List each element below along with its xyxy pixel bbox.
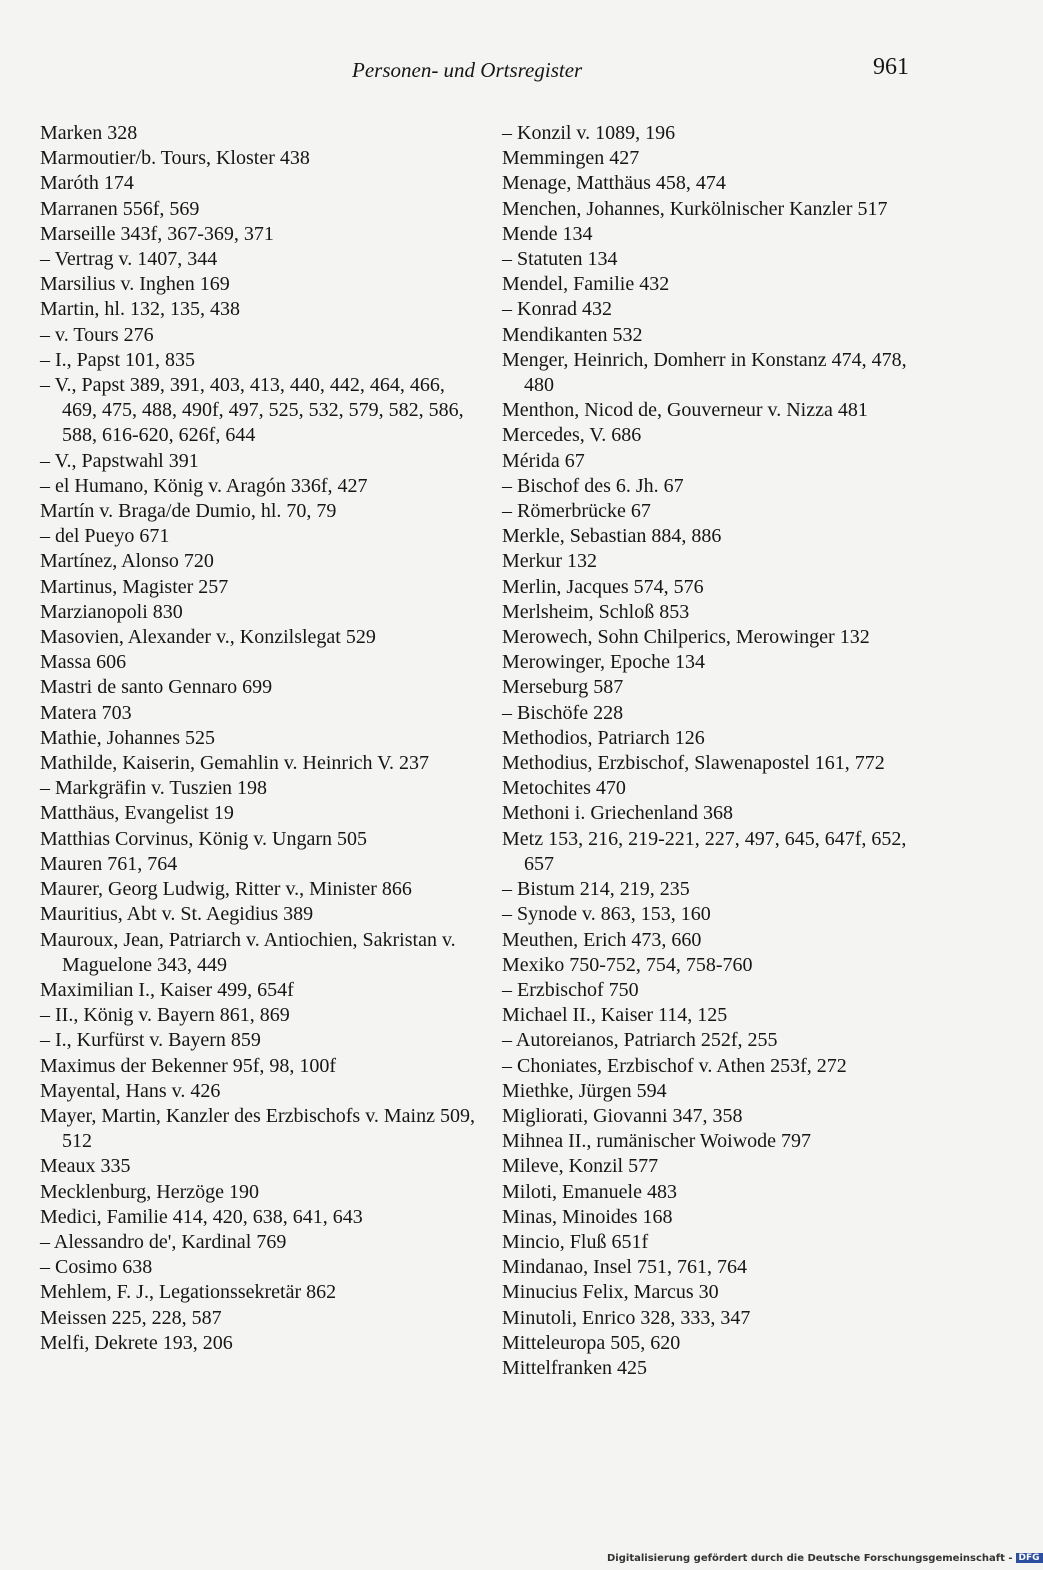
- index-entry: Mercedes, V. 686: [502, 424, 642, 447]
- footer-text: Digitalisierung gefördert durch die Deutsche Forschungsgemeinschaft -: [607, 1553, 1013, 1564]
- index-entry: Mayer, Martin, Kanzler des Erzbischofs v. Mainz 509, 512: [40, 1104, 475, 1153]
- index-entry: Methodios, Patriarch 126: [502, 726, 705, 749]
- index-entry: – Konzil v. 1089, 196: [502, 122, 676, 144]
- index-entry: Metz 153, 216, 219-221, 227, 497, 645, 647f, 652, 657: [502, 827, 907, 875]
- index-entry: – del Pueyo 671: [40, 525, 170, 548]
- index-entry: Matthias Corvinus, König v. Ungarn 505: [40, 827, 368, 850]
- index-entry: Medici, Familie 414, 420, 638, 641, 643: [40, 1205, 363, 1228]
- index-entry: Mihnea II., rumänischer Woiwode 797: [502, 1130, 812, 1153]
- index-entry: Marken 328: [40, 122, 138, 144]
- index-entry: – Autoreianos, Patriarch 252f, 255: [502, 1029, 778, 1052]
- index-entry: – Choniates, Erzbischof v. Athen 253f, 272: [502, 1054, 847, 1077]
- index-entry: Miloti, Emanuele 483: [502, 1180, 677, 1203]
- index-entry: Maximilian I., Kaiser 499, 654f: [40, 978, 294, 1001]
- index-entry: Meaux 335: [40, 1155, 131, 1178]
- index-entry: Mittelfranken 425: [502, 1356, 647, 1379]
- index-entry: – Bischof des 6. Jh. 67: [502, 474, 684, 497]
- index-entry: Merkur 132: [502, 550, 597, 573]
- index-entry: Matera 703: [40, 701, 132, 724]
- index-entry: – II., König v. Bayern 861, 869: [40, 1004, 290, 1027]
- index-entry: Merkle, Sebastian 884, 886: [502, 525, 722, 548]
- index-entry: – Cosimo 638: [40, 1256, 153, 1279]
- index-entry: Menage, Matthäus 458, 474: [502, 172, 726, 195]
- index-entry: Migliorati, Giovanni 347, 358: [502, 1104, 743, 1127]
- index-entry: Meuthen, Erich 473, 660: [502, 928, 702, 951]
- index-entry: Mauroux, Jean, Patriarch v. Antiochien, Sakristan v. Maguelone 343, 449: [40, 928, 456, 976]
- index-entry: – Vertrag v. 1407, 344: [40, 248, 218, 271]
- index-entry: Marseille 343f, 367-369, 371: [40, 222, 274, 245]
- index-entry: – I., Kurfürst v. Bayern 859: [40, 1029, 261, 1052]
- index-entry: Michael II., Kaiser 114, 125: [502, 1004, 728, 1027]
- index-entry: Maróth 174: [40, 172, 134, 195]
- index-entry: Mendel, Familie 432: [502, 273, 670, 296]
- index-entry: Martín v. Braga/de Dumio, hl. 70, 79: [40, 500, 337, 523]
- index-entry: – I., Papst 101, 835: [40, 348, 195, 371]
- index-entry: – v. Tours 276: [40, 323, 154, 346]
- index-entry: Massa 606: [40, 651, 127, 674]
- index-entry: Menthon, Nicod de, Gouverneur v. Nizza 481: [502, 399, 868, 422]
- index-entry: Merlsheim, Schloß 853: [502, 600, 690, 623]
- index-entry: Mitteleuropa 505, 620: [502, 1331, 681, 1354]
- index-entry: Marzianopoli 830: [40, 600, 183, 623]
- index-entry: Merlin, Jacques 574, 576: [502, 575, 704, 598]
- index-entry: Mathilde, Kaiserin, Gemahlin v. Heinrich V. 237: [40, 752, 430, 775]
- index-column-right: [502, 121, 932, 1381]
- index-entry: Merowech, Sohn Chilperics, Merowinger 132: [502, 626, 870, 649]
- index-entry: Merowinger, Epoche 134: [502, 651, 706, 674]
- index-entry: Minutoli, Enrico 328, 333, 347: [502, 1306, 751, 1329]
- index-entry: Mehlem, F. J., Legationssekretär 862: [40, 1281, 337, 1304]
- index-entry: Marranen 556f, 569: [40, 197, 200, 220]
- index-column-left: [40, 121, 480, 1356]
- index-entry: Mindanao, Insel 751, 761, 764: [502, 1256, 747, 1279]
- index-entry: – V., Papst 389, 391, 403, 413, 440, 442, 464, 466, 469, 475, 488, 490f, 497, 525, 532, 579, 582, 586, 588, 616-620, 626f, 644: [40, 374, 464, 447]
- index-entry: – Statuten 134: [502, 248, 618, 271]
- index-entry: – el Humano, König v. Aragón 336f, 427: [40, 474, 368, 497]
- index-entry: Martinus, Magister 257: [40, 575, 229, 598]
- index-entry: Mauritius, Abt v. St. Aegidius 389: [40, 903, 314, 926]
- index-entry: Mathie, Johannes 525: [40, 726, 215, 749]
- index-entry: Maximus der Bekenner 95f, 98, 100f: [40, 1054, 337, 1077]
- index-entry: Mende 134: [502, 222, 593, 245]
- index-entry: Mauren 761, 764: [40, 852, 178, 875]
- index-entry: – Markgräfin v. Tuszien 198: [40, 777, 268, 800]
- index-entry: Methodius, Erzbischof, Slawenapostel 161, 772: [502, 752, 885, 775]
- index-entry: – Bischöfe 228: [502, 701, 624, 724]
- digitization-footer: [607, 1553, 1043, 1564]
- index-entry: – Konrad 432: [502, 298, 612, 321]
- index-entry: – Alessandro de', Kardinal 769: [40, 1230, 287, 1253]
- index-entry: Mendikanten 532: [502, 323, 643, 346]
- index-entry: Martínez, Alonso 720: [40, 550, 214, 573]
- index-entry: Menger, Heinrich, Domherr in Konstanz 474, 478, 480: [502, 348, 907, 397]
- index-entry: Minucius Felix, Marcus 30: [502, 1281, 719, 1304]
- index-entry: Metochites 470: [502, 777, 626, 800]
- index-entry: Matthäus, Evangelist 19: [40, 802, 234, 825]
- index-entry: Mexiko 750-752, 754, 758-760: [502, 953, 753, 976]
- index-entry: Masovien, Alexander v., Konzilslegat 529: [40, 626, 376, 649]
- index-entry: Methoni i. Griechenland 368: [502, 802, 734, 825]
- dfg-logo: DFG: [1016, 1553, 1043, 1563]
- index-entry: – Bistum 214, 219, 235: [502, 878, 690, 901]
- page-header: [0, 52, 1000, 88]
- page-number: 961: [873, 54, 909, 80]
- running-head-title: Personen- und Ortsregister: [352, 58, 583, 82]
- index-entry: Mérida 67: [502, 449, 585, 472]
- index-entry: Menchen, Johannes, Kurkölnischer Kanzler 517: [502, 197, 888, 220]
- index-entry: Mecklenburg, Herzöge 190: [40, 1180, 260, 1203]
- index-entry: Martin, hl. 132, 135, 438: [40, 298, 240, 321]
- index-entry: Mileve, Konzil 577: [502, 1155, 659, 1178]
- index-entry: – Erzbischof 750: [502, 978, 639, 1001]
- index-entry: Melfi, Dekrete 193, 206: [40, 1331, 233, 1354]
- index-entry: Miethke, Jürgen 594: [502, 1079, 667, 1102]
- index-entry: Merseburg 587: [502, 676, 624, 699]
- index-entry: Maurer, Georg Ludwig, Ritter v., Minister 866: [40, 878, 412, 901]
- index-entry: Mayental, Hans v. 426: [40, 1079, 221, 1102]
- index-entry: – Synode v. 863, 153, 160: [502, 903, 711, 926]
- index-entry: Mastri de santo Gennaro 699: [40, 676, 273, 699]
- index-entry: – V., Papstwahl 391: [40, 449, 199, 472]
- index-entry: Marmoutier/b. Tours, Kloster 438: [40, 147, 310, 170]
- index-entry: Memmingen 427: [502, 147, 640, 170]
- index-entry: Marsilius v. Inghen 169: [40, 273, 230, 296]
- index-entry: Minas, Minoides 168: [502, 1205, 673, 1228]
- index-entry: – Römerbrücke 67: [502, 500, 651, 523]
- index-entry: Meissen 225, 228, 587: [40, 1306, 222, 1329]
- index-entry: Mincio, Fluß 651f: [502, 1230, 649, 1253]
